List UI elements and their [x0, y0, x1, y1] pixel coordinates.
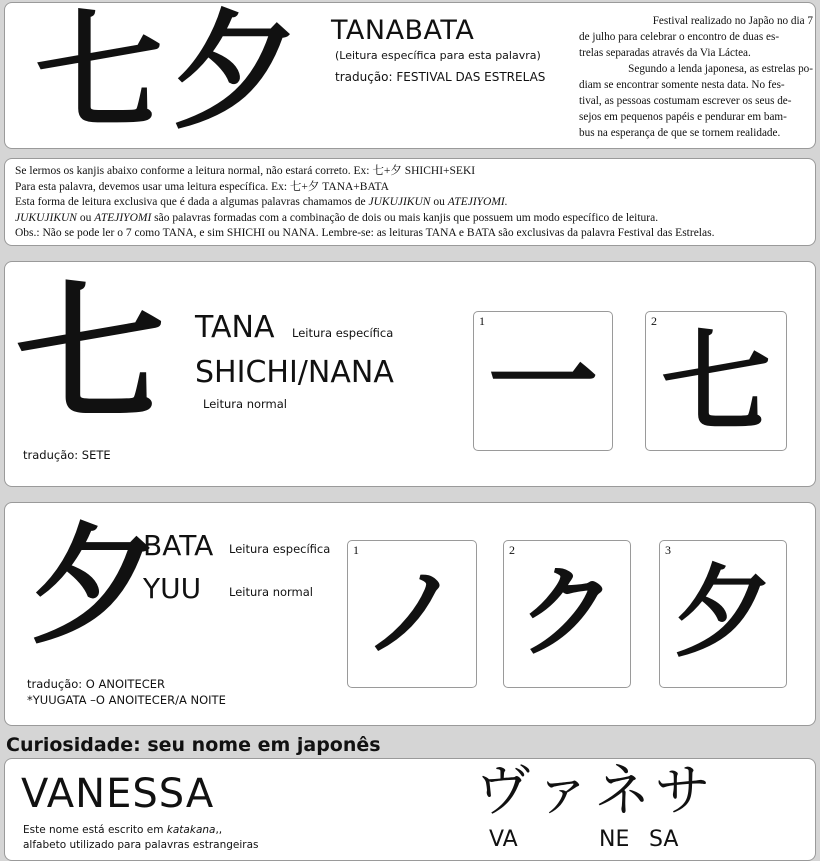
bata-label: Leitura específica	[229, 542, 331, 556]
desc-line: sejos em pequenos papéis e pendurar em bam-	[579, 111, 787, 123]
explain-line-2: Para esta palavra, devemos usar uma leitura específica. Ex: 七+夕 TANA+BATA	[15, 180, 389, 193]
shichi-normal-label: Leitura normal	[203, 397, 287, 411]
tanabata-reading-note: (Leitura específica para esta palavra)	[335, 49, 541, 62]
term-atejiyomi: ATEJIYOMI	[94, 211, 152, 224]
stroke-number: 2	[509, 543, 515, 557]
tanabata-kanji: 七夕	[35, 0, 308, 147]
tanabata-translation: tradução: FESTIVAL DAS ESTRELAS	[335, 70, 546, 84]
note-text: Este nome está escrito em	[23, 824, 167, 836]
katakana-term: katakana	[166, 824, 216, 836]
stroke-box-3	[659, 540, 787, 688]
stroke-box-1	[347, 540, 477, 688]
yuu-translation: tradução: O ANOITECER	[27, 677, 166, 691]
tana-label: Leitura específica	[292, 326, 394, 340]
stroke-number: 2	[651, 314, 657, 328]
desc-line: Festival realizado no Japão no dia 7	[652, 15, 813, 27]
name-panel	[4, 758, 816, 861]
stroke-number: 1	[353, 543, 359, 557]
explain-line-4	[15, 211, 714, 227]
explain-text-part: Esta forma de leitura exclusiva que é dada a algumas palavras chamamos de	[15, 196, 369, 208]
term-jukujikun: JUKUJIKUN	[368, 196, 431, 208]
katakana-note	[23, 823, 259, 853]
yuu-kanji: 夕	[29, 510, 160, 662]
term-jukujikun: JUKUJIKUN	[15, 211, 77, 224]
syllable-va: VA	[489, 827, 518, 852]
desc-line: de julho para celebrar o encontro de duas es-	[579, 31, 780, 43]
shichi-translation: tradução: SETE	[23, 448, 111, 462]
yuu-reading: YUU	[143, 572, 202, 605]
desc-line: tival, as pessoas costumam escrever os seus de-	[579, 95, 792, 107]
desc-line: diam se encontrar somente nesta data. No fes-	[579, 79, 785, 91]
desc-line: bus na esperança de que se tornem realidade.	[579, 127, 781, 139]
desc-line: trelas separadas através da Via Láctea.	[579, 47, 751, 59]
explain-text-part: são palavras formadas com a combinação de dois ou mais kanjis que possuem um modo específico de leitura.	[151, 211, 659, 224]
stroke-number: 3	[665, 543, 671, 557]
tana-reading: TANA	[195, 310, 275, 345]
katakana-note-line-1	[23, 823, 259, 838]
stroke-box-2	[645, 311, 787, 451]
curiosity-heading: Curiosidade: seu nome em japonês	[6, 734, 381, 756]
name-romaji: VANESSA	[21, 771, 215, 817]
stroke-box-2	[503, 540, 631, 688]
festival-description	[579, 13, 813, 141]
name-katakana: ヴァネサ	[475, 759, 715, 824]
katakana-note-line-2: alfabeto utilizado para palavras estrangeiras	[23, 839, 259, 851]
stroke-glyph: ク	[517, 554, 617, 671]
stroke-glyph: ノ	[362, 554, 462, 671]
explain-line-3	[15, 195, 714, 211]
stroke-box-1	[473, 311, 613, 451]
syllable-ne: NE	[599, 827, 630, 852]
yuu-normal-label: Leitura normal	[229, 585, 313, 599]
explain-text-part: ou	[430, 196, 448, 208]
stroke-glyph: 一	[488, 319, 598, 447]
note-text: ,,	[215, 824, 223, 836]
shichi-panel	[4, 261, 816, 487]
explain-line-1: Se lermos os kanjis abaixo conforme a leitura normal, não estará correto. Ex: 七+夕 SHICHI+SEKI	[15, 165, 476, 177]
yuugata-note: *YUUGATA –O ANOITECER/A NOITE	[27, 693, 226, 707]
tanabata-title: TANABATA	[331, 15, 475, 46]
syllable-sa: SA	[649, 827, 679, 852]
stroke-number: 1	[479, 314, 485, 328]
explanation-text	[15, 164, 714, 242]
explanation-panel	[4, 158, 816, 246]
shichi-kanji: 七	[15, 268, 166, 442]
explain-text-part: ou	[76, 211, 95, 224]
explain-line-5: Obs.: Não se pode ler o 7 como TANA, e sim SHICHI ou NANA. Lembre-se: as leituras TANA e BATA são exclusivas da palavra Festival das Estrelas.	[15, 227, 715, 239]
shichi-nana-reading: SHICHI/NANA	[195, 355, 394, 390]
bata-reading: BATA	[143, 529, 214, 562]
stroke-glyph: 七	[661, 319, 771, 447]
tanabata-panel	[4, 2, 816, 149]
stroke-glyph: 夕	[673, 554, 773, 671]
desc-line: Segundo a lenda japonesa, as estrelas po-	[628, 63, 813, 75]
yuu-panel	[4, 502, 816, 726]
term-atejiyomi: ATEJIYOMI.	[447, 196, 508, 208]
